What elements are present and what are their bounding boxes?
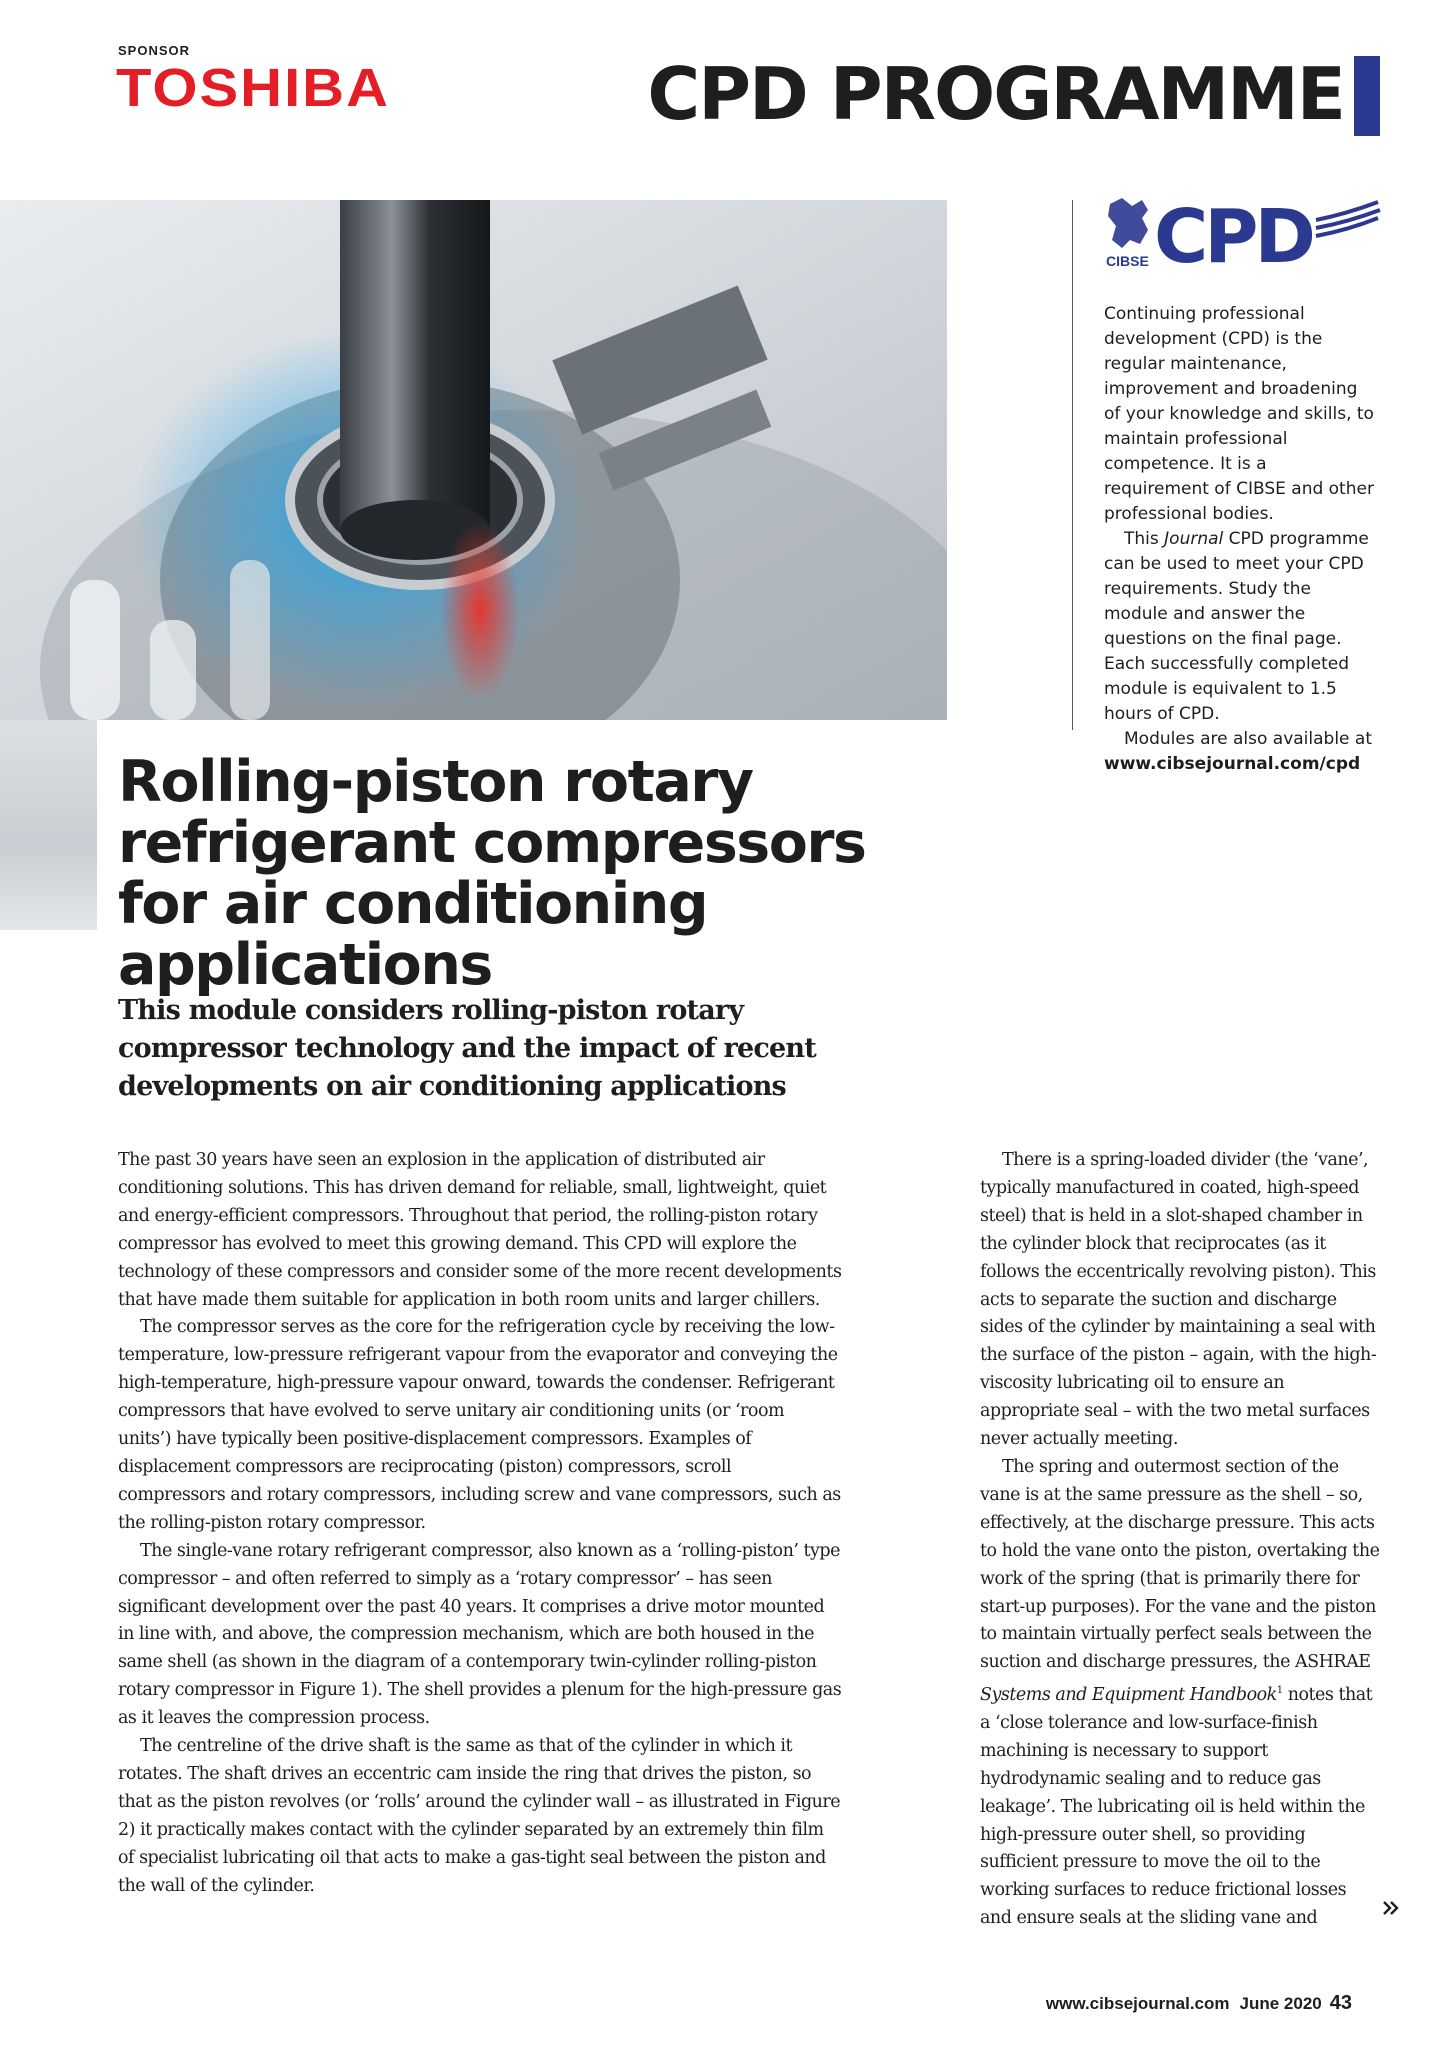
sponsor-label: SPONSOR [118,43,191,58]
cpd-info-p2: This Journal CPD programme can be used to meet your CPD requirements. Study the module and answer the questions on the final page. Each successfully completed module is equivalent to 1.5 hours of CPD. [1104,529,1369,724]
cpd-divider [1072,200,1073,730]
body-paragraph: There is a spring-loaded divider (the ‘vane’, typically manufactured in coated, high-speed steel) that is held in a slot-shaped chamber in the cylinder block that reciprocates (as it follows the eccentrically revolving piston). This acts to separate the suction and discharge sides of the cylinder by maintaining a seal with the surface of the piston – again, with the high-viscosity lubricating oil to ensure an appropriate seal – with the two metal surfaces never actually meeting. [980,1150,1377,1450]
cpd-logo-text: CPD [1154,196,1312,276]
body-column-right [980,1147,1380,1933]
programme-title: CPD PROGRAMME [647,52,1344,136]
standfirst: This module considers rolling-piston rotary compressor technology and the impact of recent developments on air conditioning applications [118,995,816,1102]
cpd-info-p1: Continuing professional development (CPD) is the regular maintenance, improvement and broadening of your knowledge and skills, to maintain professional competence. It is a requirement of CIBSE and other professional bodies. [1104,304,1374,524]
body-paragraph: The centreline of the drive shaft is the same as that of the cylinder in which it rotates. The shaft drives an eccentric cam inside the ring that drives the piston, so that as the piston revolves (or ‘rolls’ around the cylinder wall – as illustrated in Figure 2) it practically makes contact with the cylinder separated by an extremely thin film of specialist lubricating oil that acts to make a gas-tight seal between the piston and the wall of the cylinder. [118,1736,841,1896]
body-paragraph: The spring and outermost section of the vane is at the same pressure as the shell – so, effectively, at the discharge pressure. This acts to hold the vane onto the piston, overtaking the work of the spring (that is primarily there for start-up purposes). For the vane and the piston to maintain virtually perfect seals between the suction and discharge pressures, the ASHRAE Systems and Equipment Handbook$^1$ notes that a ‘close tolerance and low-surface-finish machining is necessary to support hydrodynamic sealing and to reduce gas leakage’. The lubricating oil is held within the high-pressure outer shell, so providing sufficient pressure to move the oil to the working surfaces to reduce frictional losses and ensure seals at the sliding vane and [980,1456,1380,1929]
footer-date: June 2020 [1239,1994,1322,2013]
body-column-left [118,1147,842,1900]
footer-url[interactable]: www.cibsejournal.com [1045,1994,1230,2013]
article-title: Rolling-piston rotary refrigerant compressors for air conditioning applications [118,749,866,998]
body-paragraph: The single-vane rotary refrigerant compressor, also known as a ‘rolling-piston’ type compressor – and often referred to simply as a ‘rotary compressor’ – has seen significant development over the past 40 years. It comprises a drive motor mounted in line with, and above, the compression mechanism, which are both housed in the same shell (as shown in the diagram of a contemporary twin-cylinder rolling-piston rotary compressor in Figure 1). The shell provides a plenum for the high-pressure gas as it leaves the compression process. [118,1540,842,1729]
cpd-info-p3: Modules are also available at [1124,729,1372,749]
body-paragraph: The compressor serves as the core for the refrigeration cycle by receiving the low-temperature, low-pressure refrigerant vapour from the evaporator and conveying the high-temperature, high-pressure vapour onward, towards the condenser. Refrigerant compressors that have evolved to serve unitary air conditioning units (or ‘room units’) have typically been positive-displacement compressors. Examples of displacement compressors are reciprocating (piston) compressors, scroll compressors and rotary compressors, including screw and vane compressors, such as the rolling-piston rotary compressor. [118,1317,841,1533]
crest-icon [1108,198,1148,248]
cibse-logo-text: CIBSE [1106,253,1149,269]
hero-image [0,200,947,720]
cibse-cpd-logo [1102,196,1382,276]
page-footer [1046,1992,1352,2015]
hero-image-lower [0,720,97,930]
cpd-url-link[interactable]: www.cibsejournal.com/cpd [1104,754,1361,774]
page-number: 43 [1329,1992,1352,2014]
body-paragraph: The past 30 years have seen an explosion in the application of distributed air conditioning solutions. This has driven demand for reliable, small, lightweight, quiet and energy-efficient compressors. Throughout that period, the rolling-piston rotary compressor has evolved to meet this growing demand. This CPD will explore the technology of these compressors and consider some of the more recent developments that have made them suitable for application in both room units and larger chillers. [118,1150,842,1310]
title-accent-bar [1354,56,1380,136]
toshiba-logo: TOSHIBA [116,58,390,119]
cpd-info-box [1104,302,1374,777]
double-chevron-right-icon [1381,1898,1401,1918]
